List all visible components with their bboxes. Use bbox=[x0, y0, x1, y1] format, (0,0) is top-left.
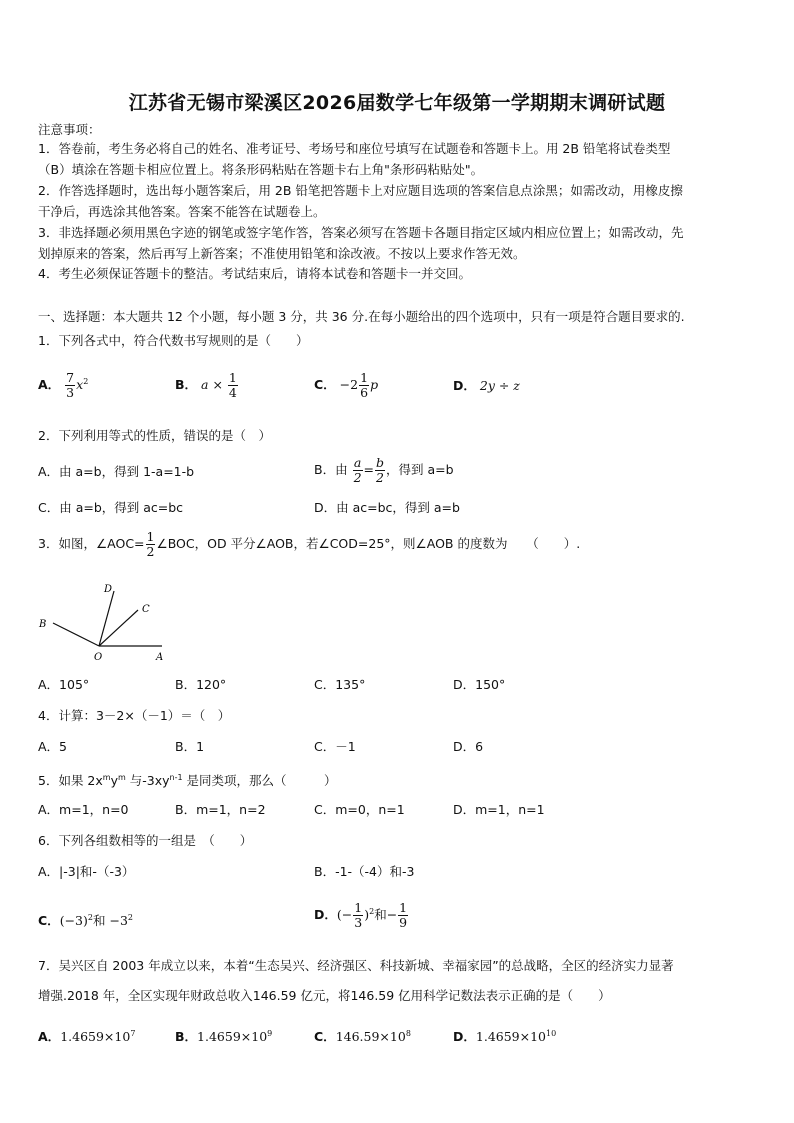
label-o: O bbox=[94, 652, 103, 663]
q3-fraction: $\frac{1}{2}$ bbox=[146, 529, 155, 559]
q2-b-fraction-a: $\frac{a}{2}$ bbox=[353, 455, 362, 485]
q6-option-d: D．(− $\frac{1}{3}$ )$^2$和− $\frac{1}{9}$ bbox=[314, 900, 408, 930]
q1-option-c-label: C． bbox=[314, 377, 336, 392]
q6-option-c: C．$(-3)^2$和 $-3^2$ bbox=[38, 913, 133, 929]
notice-line-5: 3．非选择题必须用黑色字迹的钢笔或签字笔作答，答案必须写在答题卡各题目指定区域内相应位置上；如需改动，先 bbox=[38, 225, 684, 240]
q7-option-c: C．$146.59\times 10^8$ bbox=[314, 1029, 411, 1045]
q3-option-b: B．120° bbox=[175, 677, 227, 692]
q2-option-b: B．由 $\frac{a}{2}$ = $\frac{b}{2}$ ，得到 a=b bbox=[314, 455, 454, 485]
q6-option-b: B．-1-（-4）和-3 bbox=[314, 864, 415, 879]
q6-option-a: A．|-3|和-（-3） bbox=[38, 864, 135, 879]
q4-option-a: A．5 bbox=[38, 739, 68, 754]
notice-line-6: 划掉原来的答案，然后再写上新答案；不准使用铅笔和涂改液。不按以上要求作答无效。 bbox=[38, 246, 526, 261]
angle-diagram bbox=[30, 575, 190, 670]
q3-option-d: D．150° bbox=[453, 677, 506, 692]
label-b: B bbox=[39, 619, 47, 630]
q5-option-d: D．m=1，n=1 bbox=[453, 802, 545, 817]
question-6-stem: 6．下列各组数相等的一组是 （ ） bbox=[38, 833, 253, 848]
q5-option-c: C．m=0，n=1 bbox=[314, 802, 405, 817]
q6-d-fraction-1: $\frac{1}{3}$ bbox=[354, 900, 363, 930]
q7-option-d: D．$1.4659\times 10^{10}$ bbox=[453, 1029, 557, 1045]
q3-option-c: C．135° bbox=[314, 677, 366, 692]
q4-option-c: C．－1 bbox=[314, 739, 356, 754]
q1-option-a-label: A． bbox=[38, 377, 61, 392]
question-5-stem: 5．如果 $2x^my^m$ 与$-3xy^{n-1}$ 是同类项，那么（ ） bbox=[38, 773, 337, 789]
notice-heading: 注意事项： bbox=[38, 122, 101, 137]
q5-option-b: B．m=1，n=2 bbox=[175, 802, 266, 817]
label-a: A bbox=[156, 652, 164, 663]
label-c: C bbox=[142, 604, 150, 615]
q2-option-c: C．由 a=b，得到 ac=bc bbox=[38, 500, 184, 515]
q2-b-fraction-b: $\frac{b}{2}$ bbox=[376, 455, 385, 485]
label-d: D bbox=[104, 584, 113, 595]
q1-option-d-label: D． bbox=[453, 378, 476, 393]
q1-option-a: A． $\frac{7}{3}$ $x^2$ bbox=[38, 370, 89, 400]
notice-line-2: （B）填涂在答题卡相应位置上。将条形码粘贴在答题卡右上角"条形码粘贴处"。 bbox=[38, 162, 484, 177]
notice-line-7: 4．考生必须保证答题卡的整洁。考试结束后，请将本试卷和答题卡一并交回。 bbox=[38, 266, 471, 281]
notice-line-3: 2．作答选择题时，选出每小题答案后，用 2B 铅笔把答题卡上对应题目选项的答案信息点涂黑；如需改动，用橡皮擦 bbox=[38, 183, 683, 198]
notice-line-1: 1．答卷前，考生务必将自己的姓名、准考证号、考场号和座位号填写在试题卷和答题卡上。用 2B 铅笔将试卷类型 bbox=[38, 141, 671, 156]
question-2-stem: 2．下列利用等式的性质，错误的是（ ） bbox=[38, 428, 271, 443]
question-1-stem: 1．下列各式中，符合代数书写规则的是（ ） bbox=[38, 333, 309, 348]
q7-option-b: B．$1.4659\times 10^9$ bbox=[175, 1029, 273, 1045]
q1-a-fraction: $\frac{7}{3}$ bbox=[66, 370, 75, 400]
ray-od bbox=[99, 591, 114, 646]
q6-d-fraction-2: $\frac{1}{9}$ bbox=[399, 900, 408, 930]
page-title: 江苏省无锡市梁溪区2026届数学七年级第一学期期末调研试题 bbox=[128, 92, 666, 114]
q3-option-a: A．105° bbox=[38, 677, 90, 692]
ray-oc bbox=[99, 610, 138, 646]
question-7-line-1: 7．吴兴区自 2003 年成立以来，本着“生态吴兴、经济强区、科技新城、幸福家园”的总战略，全区的经济实力显著 bbox=[38, 958, 674, 973]
section-heading: 一、选择题：本大题共 12 个小题，每小题 3 分，共 36 分.在每小题给出的四个选项中，只有一项是符合题目要求的. bbox=[38, 309, 685, 324]
notice-line-4: 干净后，再选涂其他答案。答案不能答在试题卷上。 bbox=[38, 204, 326, 219]
question-3-stem: 3．如图，∠AOC= $\frac{1}{2}$ ∠BOC，OD 平分∠AOB，若∠COD=25°，则∠AOB 的度数为 （ ）. bbox=[38, 529, 581, 559]
question-4-stem: 4．计算：3－2×（－1）＝（ ） bbox=[38, 708, 231, 723]
ray-ob bbox=[53, 623, 99, 646]
q5-option-a: A．m=1，n=0 bbox=[38, 802, 129, 817]
question-7-line-2: 增强.2018 年，全区实现年财政总收入146.59 亿元，将146.59 亿用科学记数法表示正确的是（ ） bbox=[38, 988, 611, 1003]
q4-option-d: D．6 bbox=[453, 739, 484, 754]
q1-option-b-label: B． bbox=[175, 377, 198, 392]
q1-b-fraction: $\frac{1}{4}$ bbox=[228, 370, 237, 400]
q1-option-d: D． 2y ÷ z bbox=[453, 378, 520, 393]
q1-c-fraction: $\frac{1}{6}$ bbox=[360, 370, 369, 400]
q1-option-c: C． −2 $\frac{1}{6}$ p bbox=[314, 370, 379, 400]
q1-option-b: B． a × $\frac{1}{4}$ bbox=[175, 370, 237, 400]
q7-option-a: A．$1.4659\times 10^7$ bbox=[38, 1029, 136, 1045]
q2-option-a: A．由 a=b，得到 1-a=1-b bbox=[38, 464, 195, 479]
q4-option-b: B．1 bbox=[175, 739, 205, 754]
q2-option-d: D．由 ac=bc，得到 a=b bbox=[314, 500, 460, 515]
